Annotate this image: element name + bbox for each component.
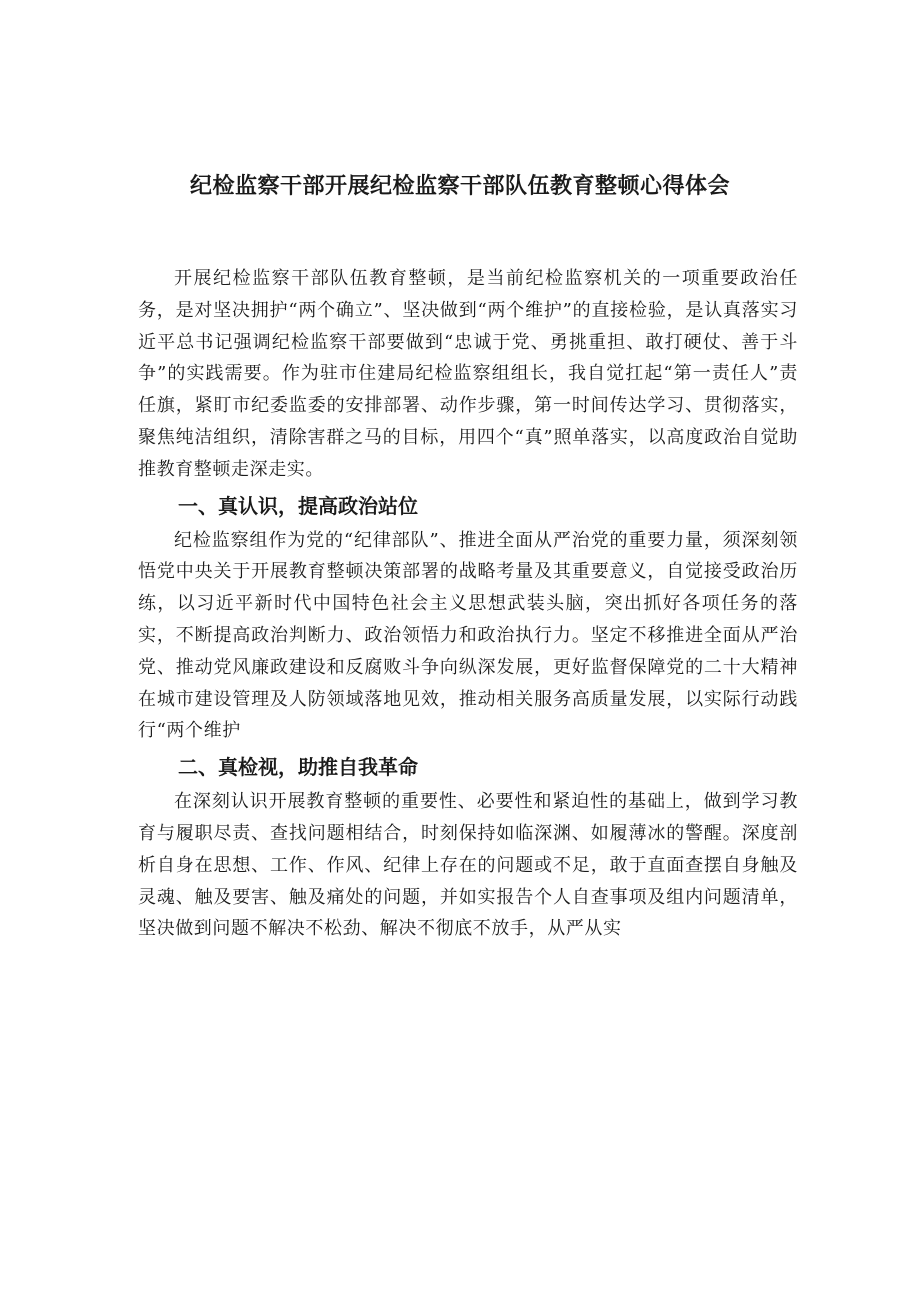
document-body — [138, 263, 798, 945]
section-heading-1: 一、真认识，提高政治站位 — [178, 493, 418, 518]
intro-paragraph: 开展纪检监察干部队伍教育整顿，是当前纪检监察机关的一项重要政治任务，是对坚决拥护“两个确立”、坚决做到“两个维护”的直接检验，是认真落实习近平总书记强调纪检监察干部要做到“忠诚于党、勇挑重担、敢打硬仗、善于斗争”的实践需要。作为驻市住建局纪检监察组组长，我自觉扛起“第一责任人”责任旗，紧盯市纪委监委的安排部署、动作步骤，第一时间传达学习、贯彻落实，聚焦纯洁组织，清除害群之马的目标，用四个“真”照单落实，以高度政治自觉助推教育整顿走深走实。 — [138, 268, 798, 480]
document-title: 纪检监察干部开展纪检监察干部队伍教育整顿心得体会 — [189, 174, 730, 199]
section-heading-2: 二、真检视，助推自我革命 — [178, 755, 418, 780]
section-paragraph-2: 在深刻认识开展教育整顿的重要性、必要性和紧迫性的基础上，做到学习教育与履职尽责、查找问题相结合，时刻保持如临深渊、如履薄冰的警醒。深度剖析自身在思想、工作、作风、纪律上存在的问题或不足，敢于直面查摆自身触及灵魂、触及要害、触及痛处的问题，并如实报告个人自查事项及组内问题清单，坚决做到问题不解决不松劲、解决不彻底不放手，从严从实 — [138, 791, 798, 940]
section-paragraph-1: 纪检监察组作为党的“纪律部队”、推进全面从严治党的重要力量，须深刻领悟党中央关于开展教育整顿决策部署的战略考量及其重要意义，自觉接受政治历练，以习近平新时代中国特色社会主义思想武装头脑，突出抓好各项任务的落实，不断提高政治判断力、政治领悟力和政治执行力。坚定不移推进全面从严治党、推动党风廉政建设和反腐败斗争向纵深发展，更好监督保障党的二十大精神在城市建设管理及人防领域落地见效，推动相关服务高质量发展，以实际行动践行“两个维护 — [138, 529, 798, 742]
